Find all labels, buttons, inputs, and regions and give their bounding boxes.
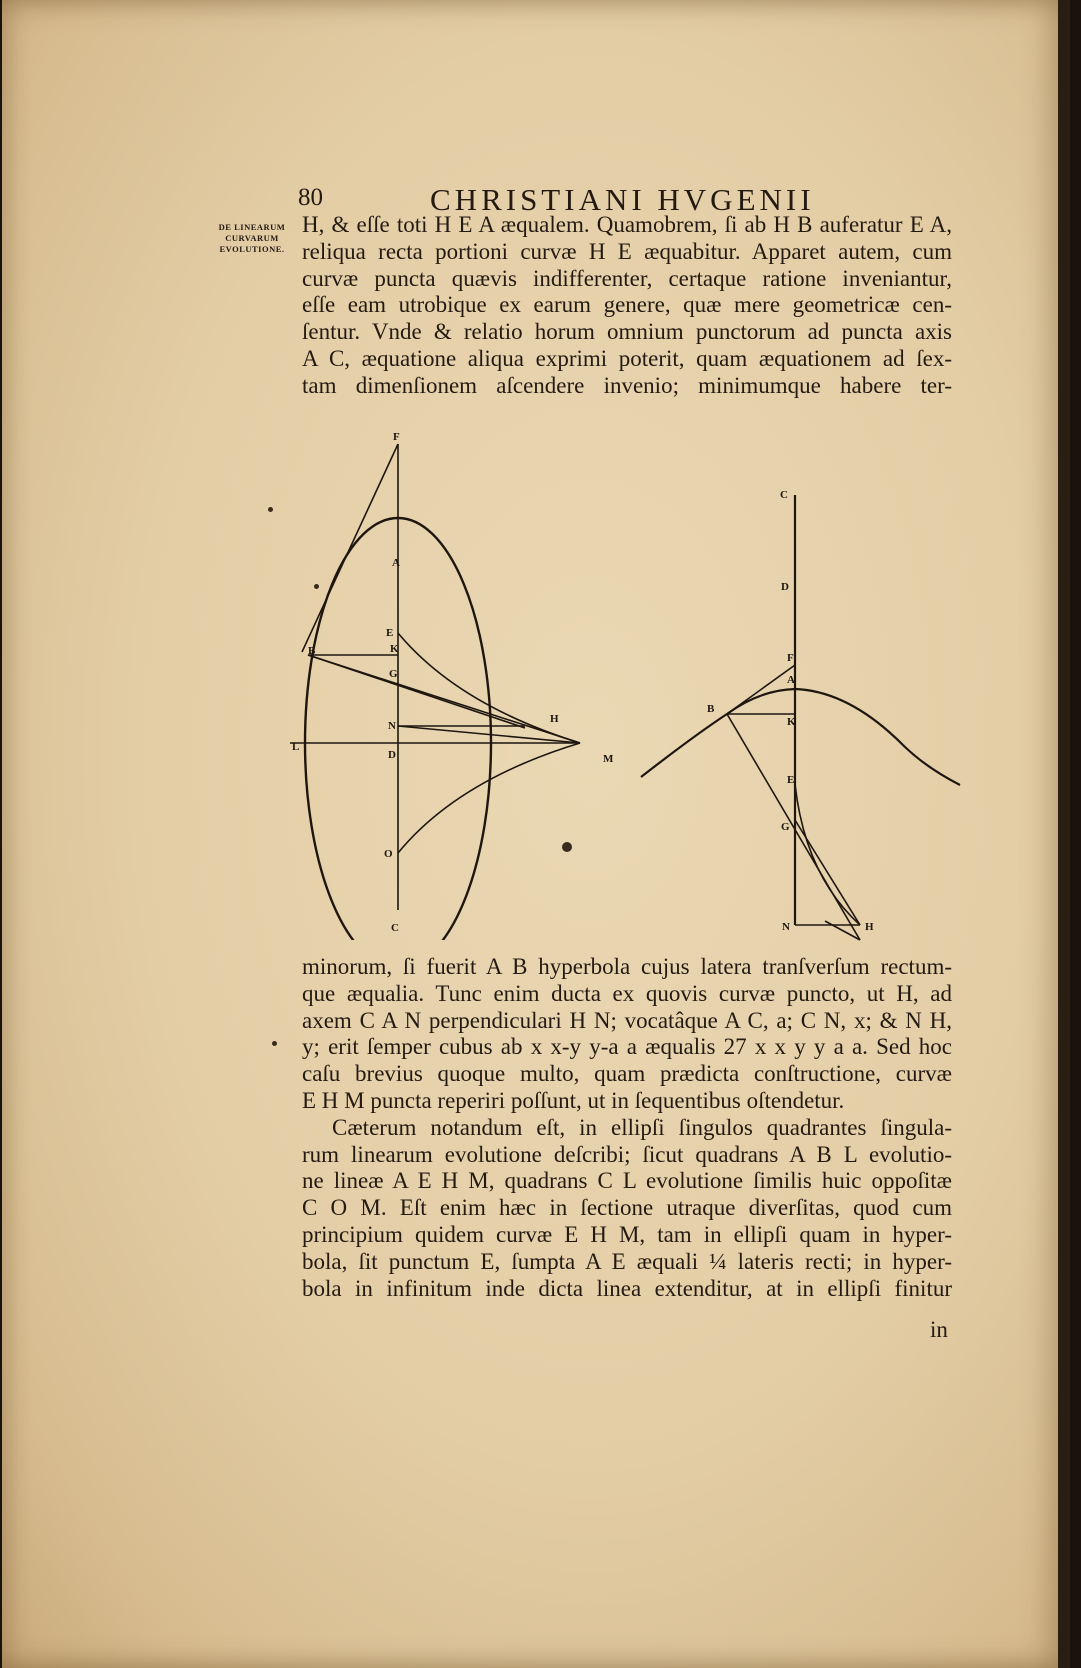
text-line: bola, ſit punctum E, ſumpta A E æquali ¼ lateris recti; in hyper- — [302, 1248, 952, 1274]
text-line: caſu brevius quoque multo, quam prædicta conſtructione, curvæ — [302, 1061, 952, 1087]
text-line: y; erit ſemper cubus ab x x-y y-a a æqualis 27 x x y y a a. Sed hoc — [302, 1034, 952, 1060]
label-F: F — [393, 431, 400, 443]
catch-word: in — [930, 1317, 948, 1342]
label-A: A — [787, 674, 795, 686]
label-L: L — [292, 741, 300, 753]
label-N: N — [782, 921, 790, 933]
text-line: C O M. Eſt enim hæc in ſectione utraque diverſitas, quod cum — [302, 1195, 952, 1221]
margin-note-line: DE LINEARUM — [218, 222, 286, 232]
label-C: C — [780, 489, 788, 501]
label-K: K — [787, 716, 796, 728]
text-line: eſſe eam utrobique ex earum genere, quæ mere geometricæ cen- — [302, 292, 952, 318]
text-line: principium quidem curvæ E H M, tam in ellipſi quam in hyper- — [302, 1221, 952, 1247]
label-F: F — [787, 652, 794, 664]
text-line: reliqua recta portioni curvæ H E æquabitur. Apparet autem, cum — [302, 238, 952, 264]
text-block-top — [302, 212, 952, 400]
label-B: B — [308, 645, 316, 657]
text-line: minorum, ſi fuerit A B hyperbola cujus latera tranſverſum rectum- — [302, 954, 952, 979]
text-line: tam dimenſionem aſcendere invenio; minimumque habere ter- — [302, 372, 952, 398]
label-K: K — [390, 643, 399, 655]
text-line: axem C A N perpendiculari H N; vocatâque A C, a; C N, x; & N H, — [302, 1007, 952, 1033]
label-C: C — [391, 922, 399, 934]
label-M: M — [603, 753, 614, 765]
text-line: H, & eſſe toti H E A æqualem. Quamobrem, ſi ab H B auferatur E A, — [302, 212, 952, 237]
label-A: A — [392, 557, 400, 569]
text-line: A C, æquatione aliqua exprimi poterit, quam æquationem ad ſex- — [302, 345, 952, 371]
label-H: H — [550, 713, 559, 725]
label-B: B — [707, 703, 715, 715]
margin-note — [204, 222, 300, 255]
label-N: N — [388, 720, 396, 732]
evolute-curve — [795, 784, 860, 925]
page-number: 80 — [298, 184, 323, 211]
header-title: CHRISTIANI HVGENII — [430, 182, 815, 217]
text-line: ſentur. Vnde & relatio horum omnium punctorum ad puncta axis — [302, 319, 952, 345]
hyperbola-curve — [641, 689, 960, 785]
text-line: E H M puncta reperiri poſſunt, ut in ſequentibus oſtendetur. — [302, 1087, 845, 1113]
label-O: O — [384, 848, 393, 860]
label-H: H — [865, 921, 874, 933]
tangent-line-bf — [302, 444, 398, 652]
label-D: D — [781, 581, 789, 593]
label-G: G — [389, 668, 398, 680]
ink-spot — [314, 584, 319, 589]
text-line: curvæ puncta quævis indifferenter, certaque ratione inveniantur, — [302, 265, 952, 291]
label-E: E — [386, 627, 394, 639]
margin-note-line: CURVARUM — [225, 233, 279, 243]
text-line: ne lineæ A E H M, quadrans C L evolutione ſimilis huic oppoſitæ — [302, 1168, 952, 1194]
text-line: rum linearum evolutione deſcribi; ſicut quadrans A B L evolutio- — [302, 1141, 952, 1167]
page-edge — [1058, 0, 1070, 1668]
text-line: Cæterum notandum eſt, in ellipſi ſingulos quadrantes ſingula- — [332, 1114, 952, 1140]
text-line: que æqualia. Tunc enim ducta ex quovis curvæ puncto, ut H, ad — [302, 980, 952, 1006]
text-line: bola in infinitum inde dicta linea extenditur, at in ellipſi finitur — [302, 1275, 952, 1301]
label-E: E — [787, 774, 795, 786]
ink-spot — [562, 842, 572, 852]
figure-ellipse-evolute — [280, 430, 630, 940]
ink-spot — [272, 1041, 277, 1046]
normal-line-bh — [727, 714, 860, 940]
margin-note-line: EVOLUTIONE. — [219, 244, 285, 254]
label-D: D — [388, 749, 396, 761]
label-G: G — [781, 821, 790, 833]
text-block-bottom — [302, 954, 952, 1302]
ink-spot — [268, 507, 273, 512]
figure-hyperbola-evolute — [635, 485, 975, 950]
